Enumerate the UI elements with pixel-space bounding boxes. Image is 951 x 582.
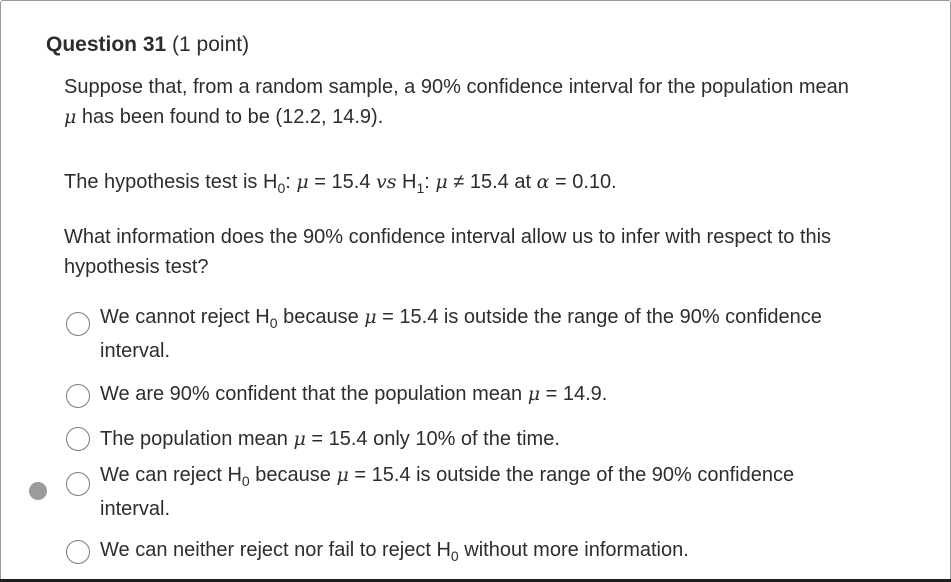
h0-subscript: 0 bbox=[241, 473, 250, 489]
option-text: The population mean bbox=[100, 428, 294, 450]
h0-subscript: 0 bbox=[269, 315, 278, 331]
mu-symbol: μ bbox=[435, 171, 448, 193]
alt-value: ≠ 15.4 at bbox=[447, 171, 537, 193]
option-label bbox=[100, 300, 860, 368]
question-title: Question 31 bbox=[46, 33, 167, 56]
option-text: We are 90% confident that the population mean bbox=[100, 383, 528, 405]
radio-button[interactable] bbox=[66, 312, 90, 336]
question-intro bbox=[64, 72, 864, 132]
colon: : bbox=[285, 171, 297, 193]
radio-button[interactable] bbox=[66, 427, 90, 451]
mu-symbol: μ bbox=[336, 464, 349, 486]
h1-prefix: H bbox=[396, 171, 417, 193]
mu-symbol: μ bbox=[364, 306, 377, 328]
h0-subscript: 0 bbox=[450, 548, 459, 564]
mu-symbol: μ bbox=[527, 383, 541, 405]
hypothesis-statement bbox=[64, 167, 864, 197]
alpha-symbol: α bbox=[536, 171, 550, 193]
selected-indicator-dot bbox=[29, 482, 47, 500]
option-label bbox=[100, 377, 860, 411]
option-text: We can reject H bbox=[100, 464, 242, 486]
hyp-prefix: The hypothesis test is H bbox=[64, 171, 278, 193]
option-label bbox=[100, 422, 860, 456]
option-text: because bbox=[277, 306, 365, 328]
mu-symbol: μ bbox=[64, 106, 77, 128]
mu-symbol: μ bbox=[296, 171, 309, 193]
question-prompt: What information does the 90% confidence interval allow us to infer with respect to this hypothesis test? bbox=[64, 226, 832, 278]
option-text: We can neither reject nor fail to reject H bbox=[100, 539, 451, 561]
intro-text-1: Suppose that, from a random sample, a 90% confidence interval for the population mean bbox=[64, 76, 849, 98]
option-text: without more information. bbox=[458, 539, 689, 561]
colon: : bbox=[424, 171, 436, 193]
mu-symbol: μ bbox=[293, 428, 306, 450]
question-header bbox=[46, 31, 249, 59]
option-text: = 15.4 is outside the range of the 90% confidence interval. bbox=[100, 306, 822, 362]
radio-button[interactable] bbox=[66, 472, 90, 496]
h1-subscript: 1 bbox=[416, 180, 425, 196]
radio-button[interactable] bbox=[66, 540, 90, 564]
alpha-value: = 0.10. bbox=[549, 171, 617, 193]
option-label bbox=[100, 458, 860, 526]
option-text: = 15.4 only 10% of the time. bbox=[305, 428, 560, 450]
intro-text-2: has been found to be (12.2, 14.9). bbox=[76, 106, 384, 128]
option-text: because bbox=[249, 464, 337, 486]
vs-text: vs bbox=[376, 171, 397, 193]
option-label bbox=[100, 533, 860, 567]
h0-subscript: 0 bbox=[277, 180, 286, 196]
option-text: = 14.9. bbox=[540, 383, 608, 405]
question-points: (1 point) bbox=[172, 33, 250, 56]
null-value: = 15.4 bbox=[308, 171, 376, 193]
radio-button[interactable] bbox=[66, 384, 90, 408]
option-text: = 15.4 is outside the range of the 90% confidence interval. bbox=[100, 464, 795, 520]
option-text: We cannot reject H bbox=[100, 306, 270, 328]
